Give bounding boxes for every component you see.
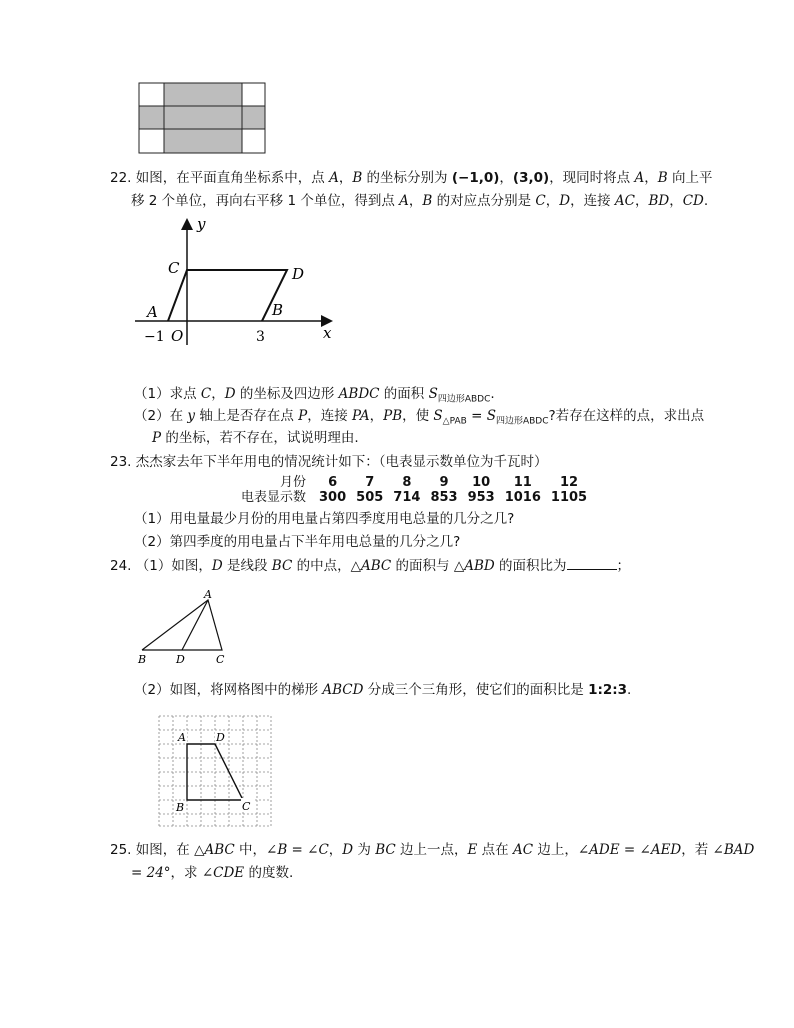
q22-sub2-line1: （2）在 y 轴上是否存在点 P，连接 PA，PB，使 $S_{\triangle PAB} = S_{四边形ABDC}$?若存在这样的点，求出点 (134, 408, 705, 427)
label-x: x (323, 324, 332, 342)
table-row-readings: 电表显示数 300 505 714 853 953 1016 1105 (236, 490, 592, 505)
label-D: D (292, 265, 305, 283)
q25-number: 25. (110, 842, 132, 858)
q24-grid-trapezoid-figure (157, 714, 273, 828)
fig2-label-C: C (242, 800, 251, 813)
triangle-ABC (142, 600, 222, 650)
q25-line1: 25. 如图，在 △ABC 中，∠B = ∠C，D 为 BC 边上一点，E 点在 AC 边上，∠ADE = ∠AED，若 ∠BAD (110, 842, 755, 858)
label-3: 3 (256, 329, 265, 345)
q23-intro: 23. 杰杰家去年下半年用电的情况统计如下：（电表显示数单位为千瓦时） (110, 454, 548, 470)
shaded-rectangle-figure (138, 82, 268, 154)
fig2-label-A: A (178, 731, 186, 744)
q23-number: 23. (110, 454, 132, 470)
table-row-months: 月份 6 7 8 9 10 11 12 (236, 475, 592, 490)
median-AD (182, 600, 208, 650)
q24-sub2: （2）如图，将网格图中的梯形 ABCD 分成三个三角形，使它们的面积比是 1:2:3. (134, 682, 632, 698)
q22-line2: 移 2 个单位，再向右平移 1 个单位，得到点 A，B 的对应点分别是 C，D，连接 AC，BD，CD. (131, 193, 709, 209)
parallelogram-ABDC (168, 270, 287, 321)
header-reading: 电表显示数 (241, 490, 307, 505)
label-y: y (197, 215, 206, 233)
fig2-label-D: D (216, 731, 225, 744)
q22-sub1: （1）求点 C，D 的坐标及四边形 ABDC 的面积 $S_{四边形ABDC}$. (134, 386, 495, 405)
electricity-table (236, 475, 592, 505)
q22-number: 22. (110, 170, 132, 186)
fig1-label-A: A (204, 588, 212, 601)
q22-line1: 22. 如图，在平面直角坐标系中，点 A，B 的坐标分别为 (−1,0)，(3,0)，现同时将点 A，B 向上平 (110, 170, 713, 186)
q22-sub2-line2: P 的坐标，若不存在，试说明理由. (152, 430, 359, 446)
label-C: C (168, 259, 180, 277)
q25-line2: = 24°，求 ∠CDE 的度数. (131, 865, 294, 881)
q23-sub1: （1）用电量最少月份的用电量占第四季度用电总量的几分之几? (134, 511, 515, 527)
q22-coordinate-figure (130, 215, 345, 350)
q23-sub2: （2）第四季度的用电量占下半年用电总量的几分之几? (134, 534, 461, 550)
label-A: A (147, 303, 158, 321)
fig1-label-D: D (176, 653, 185, 666)
q24-number: 24. (110, 558, 132, 574)
fig1-label-B: B (138, 653, 147, 666)
label-minus1: −1 (144, 329, 165, 345)
header-month: 月份 (280, 475, 307, 490)
label-B: B (272, 301, 284, 319)
answer-blank[interactable] (567, 555, 617, 570)
q24-sub1: 24. （1）如图，D 是线段 BC 的中点，△ABC 的面积与 △ABD 的面积比为 ； (110, 555, 630, 577)
fig2-label-B: B (176, 801, 185, 814)
label-O: O (171, 327, 184, 345)
q24-triangle-figure (132, 588, 232, 666)
fig1-label-C: C (216, 653, 225, 666)
